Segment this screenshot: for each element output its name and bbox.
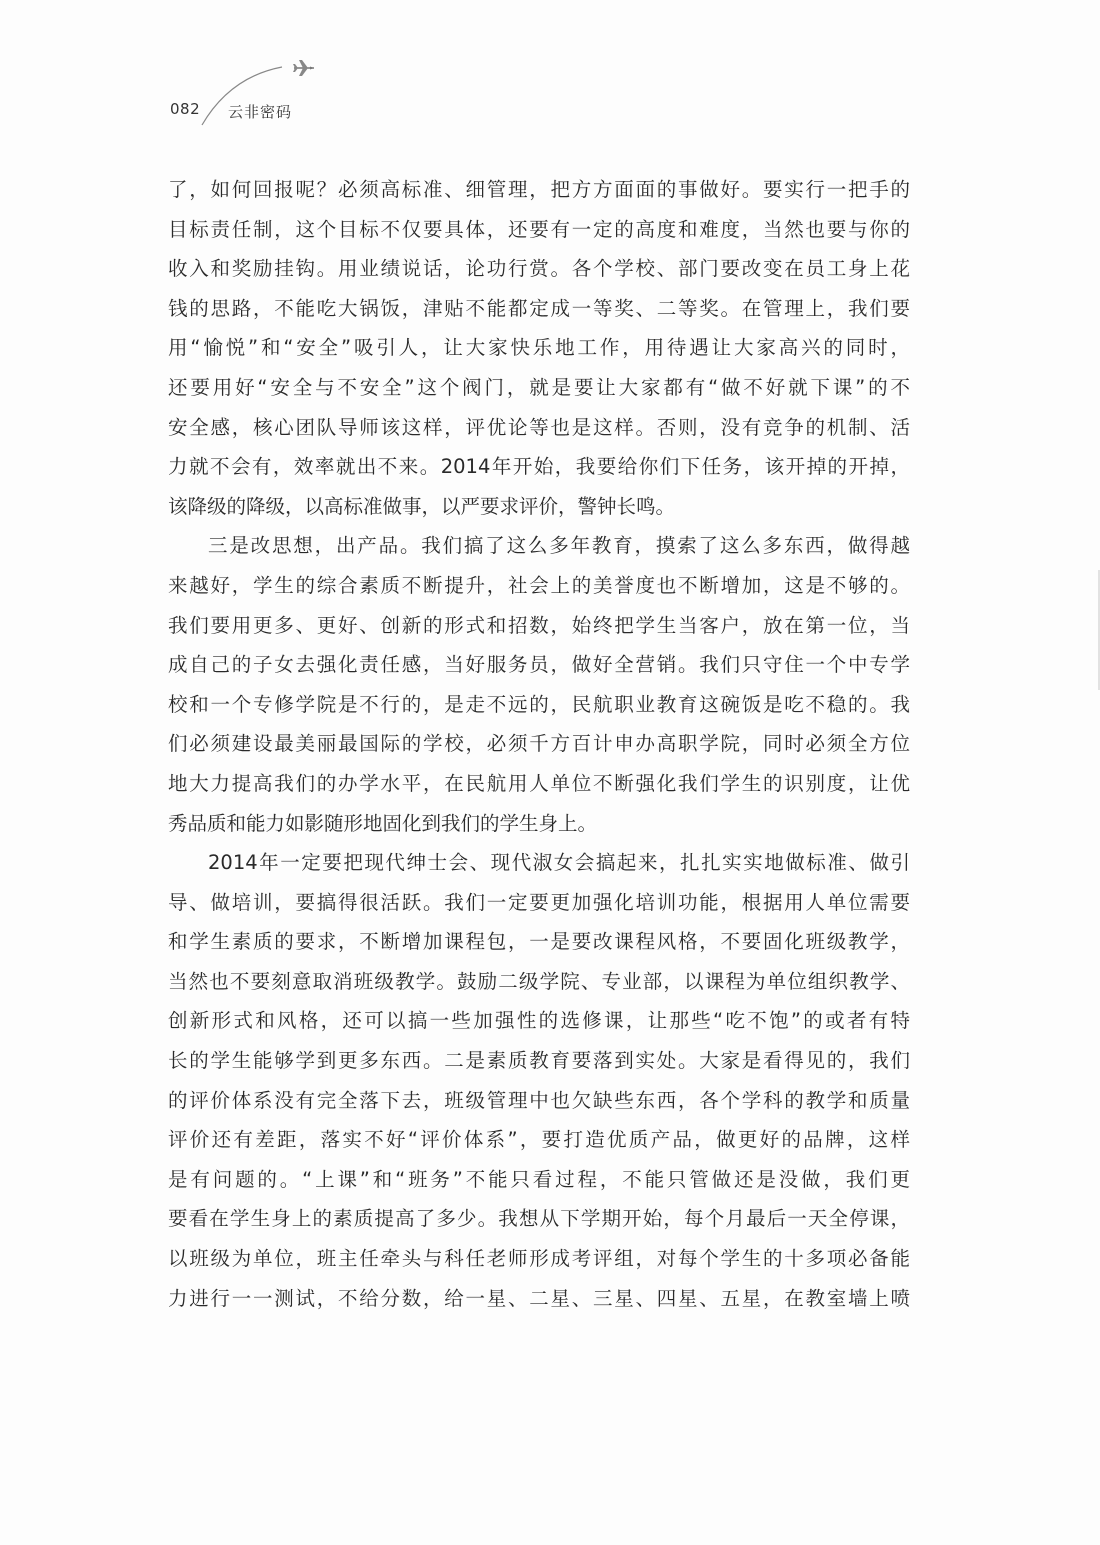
text-line: 以班级为单位，班主任牵头与科任老师形成考评组，对每个学生的十多项必备能 (168, 1247, 910, 1271)
text-line: 导、做培训，要搞得很活跃。我们一定要更加强化培训功能，根据用人单位需要 (168, 890, 910, 914)
text-line: 来越好，学生的综合素质不断提升，社会上的美誉度也不断增加，这是不够的。 (168, 573, 910, 597)
paragraph (168, 170, 910, 526)
text-line: 该降级的降级，以高标准做事，以严要求评价，警钟长鸣。 (168, 494, 676, 518)
text-line: 目标责任制，这个目标不仅要具体，还要有一定的高度和难度，当然也要与你的 (168, 217, 910, 241)
text-line: 还要用好“安全与不安全”这个阀门，就是要让大家都有“做不好就下课”的不 (168, 375, 910, 399)
text-line: 用“愉悦”和“安全”吸引人，让大家快乐地工作，用待遇让大家高兴的同时， (168, 336, 910, 360)
book-title: 云非密码 (228, 103, 293, 121)
text-line: 我们要用更多、更好、创新的形式和招数，始终把学生当客户，放在第一位，当 (168, 613, 910, 637)
text-line: 钱的思路，不能吃大锅饭，津贴不能都定成一等奖、二等奖。在管理上，我们要 (168, 296, 910, 320)
body-text (168, 170, 910, 1318)
paragraph (168, 526, 910, 843)
text-line: 创新形式和风格，还可以搞一些加强性的选修课，让那些“吃不饱”的或者有特 (168, 1009, 910, 1033)
text-line: 的评价体系没有完全落下去，班级管理中也欠缺些东西，各个学科的教学和质量 (168, 1088, 910, 1112)
paragraph (168, 843, 910, 1318)
text-line: 了，如何回报呢？必须高标准、细管理，把方方面面的事做好。要实行一把手的 (168, 178, 910, 201)
text-line: 评价还有差距，落实不好“评价体系”，要打造优质产品，做更好的品牌，这样 (168, 1128, 910, 1152)
text-line: 收入和奖励挂钩。用业绩说话，论功行赏。各个学校、部门要改变在员工身上花 (168, 257, 910, 281)
text-line: 2014年一定要把现代绅士会、现代淑女会搞起来，扎扎实实地做标准、做引 (208, 851, 910, 875)
text-line: 成自己的子女去强化责任感，当好服务员，做好全营销。我们只守住一个中专学 (168, 653, 910, 677)
text-line: 力就不会有，效率就出不来。2014年开始，我要给你们下任务，该开掉的开掉， (168, 455, 910, 479)
text-line: 秀品质和能力如影随形地固化到我们的学生身上。 (168, 811, 598, 835)
text-line: 要看在学生身上的素质提高了多少。我想从下学期开始，每个月最后一天全停课， (168, 1207, 910, 1231)
text-line: 是有问题的。“上课”和“班务”不能只看过程，不能只管做还是没做，我们更 (168, 1167, 910, 1191)
page-number: 082 (170, 100, 201, 118)
text-line: 三是改思想，出产品。我们搞了这么多年教育，摸索了这么多东西，做得越 (208, 534, 910, 558)
text-line: 校和一个专修学院是不行的，是走不远的，民航职业教育这碗饭是吃不稳的。我 (168, 692, 910, 716)
text-line: 和学生素质的要求，不断增加课程包，一是要改课程风格，不要固化班级教学， (168, 930, 910, 954)
airplane-icon (293, 60, 314, 76)
text-line: 安全感，核心团队导师该这样，评优论等也是这样。否则，没有竞争的机制、活 (168, 415, 910, 439)
text-line: 力进行一一测试，不给分数，给一星、二星、三星、四星、五星，在教室墙上喷 (168, 1286, 910, 1310)
text-line: 当然也不要刻意取消班级教学。鼓励二级学院、专业部，以课程为单位组织教学、 (168, 969, 910, 993)
running-header (170, 55, 370, 135)
text-line: 们必须建设最美丽最国际的学校，必须千方百计申办高职学院，同时必须全方位 (168, 732, 910, 756)
header-decoration (170, 55, 370, 135)
text-line: 长的学生能够学到更多东西。二是素质教育要落到实处。大家是看得见的，我们 (168, 1049, 910, 1073)
text-line: 地大力提高我们的办学水平，在民航用人单位不断强化我们学生的识别度，让优 (168, 771, 910, 795)
